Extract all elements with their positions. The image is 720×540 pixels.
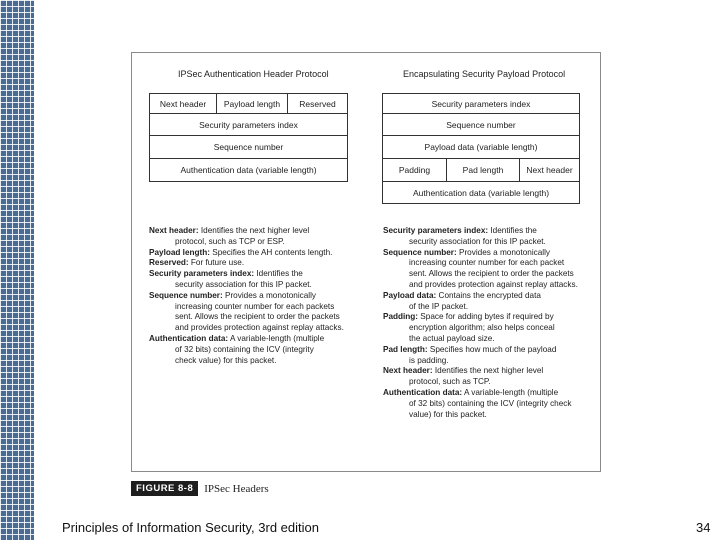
footer-source: Principles of Information Security, 3rd edition bbox=[62, 520, 319, 535]
field-description-continuation: is padding. bbox=[409, 355, 449, 365]
esp-payload-data-cell: Payload data (variable length) bbox=[382, 135, 580, 159]
esp-pad-length-cell: Pad length bbox=[446, 158, 520, 182]
field-description bbox=[149, 269, 374, 280]
field-description-continuation: and provides protection against replay attacks. bbox=[409, 279, 578, 289]
decorative-grid-strip bbox=[0, 0, 34, 540]
field-description bbox=[383, 388, 593, 399]
field-term: Padding: bbox=[383, 312, 419, 322]
esp-title: Encapsulating Security Payload Protocol bbox=[403, 69, 566, 79]
ah-sequence-cell: Sequence number bbox=[149, 135, 348, 159]
field-description-continuation: security association for this IP packet. bbox=[175, 279, 312, 289]
field-description bbox=[383, 366, 593, 377]
field-text: Provides a monotonically bbox=[222, 290, 317, 300]
field-description-continuation: of 32 bits) containing the ICV (integrity check bbox=[409, 398, 572, 408]
esp-sequence-cell: Sequence number bbox=[382, 113, 580, 136]
field-text: Identifies the next higher level bbox=[432, 366, 544, 376]
field-description bbox=[149, 248, 374, 259]
field-text: Specifies how much of the payload bbox=[427, 344, 557, 354]
field-term: Next header: bbox=[149, 226, 199, 235]
field-term: Reserved: bbox=[149, 258, 189, 268]
field-description-continuation: encryption algorithm; also helps conceal bbox=[409, 323, 555, 333]
field-term: Pad length: bbox=[383, 344, 428, 354]
field-description-continuation: increasing counter number for each packets bbox=[175, 301, 335, 311]
esp-auth-data-cell: Authentication data (variable length) bbox=[382, 181, 580, 204]
field-text: Identifies the next higher level bbox=[198, 226, 310, 235]
ah-reserved-cell: Reserved bbox=[287, 93, 348, 114]
field-description-continuation: of the IP packet. bbox=[409, 301, 469, 311]
field-description bbox=[149, 258, 374, 269]
figure-title: IPSec Headers bbox=[204, 482, 269, 495]
field-description bbox=[383, 312, 593, 323]
field-description bbox=[383, 226, 593, 237]
field-term: Security parameters index: bbox=[383, 226, 489, 235]
figure-label: FIGURE 8-8 bbox=[131, 481, 198, 496]
field-description-continuation: sent. Allows the recipient to order the packets bbox=[175, 312, 340, 322]
field-description bbox=[383, 291, 593, 302]
ah-field-descriptions bbox=[149, 226, 374, 366]
field-description-continuation: and provides protection against replay attacks. bbox=[175, 323, 344, 333]
ah-auth-data-cell: Authentication data (variable length) bbox=[149, 158, 348, 182]
field-term: Authentication data: bbox=[149, 333, 229, 343]
field-text: Specifies the AH contents length. bbox=[209, 247, 333, 257]
field-description-continuation: sent. Allows the recipient to order the packets bbox=[409, 269, 574, 279]
field-description-continuation: value) for this packet. bbox=[409, 409, 487, 419]
field-term: Sequence number: bbox=[149, 290, 223, 300]
esp-padding-cell: Padding bbox=[382, 158, 447, 182]
field-text: For future use. bbox=[188, 258, 245, 268]
field-description-continuation: check value) for this packet. bbox=[175, 355, 277, 365]
esp-spi-cell: Security parameters index bbox=[382, 93, 580, 114]
field-text: A variable-length (multiple bbox=[228, 333, 325, 343]
field-text: Identifies the bbox=[488, 226, 537, 235]
field-description-continuation: increasing counter number for each packet bbox=[409, 258, 565, 268]
field-term: Sequence number: bbox=[383, 247, 457, 257]
field-text: Provides a monotonically bbox=[456, 247, 551, 257]
field-description bbox=[383, 345, 593, 356]
page-number: 34 bbox=[696, 520, 711, 535]
field-text: Identifies the bbox=[254, 269, 303, 279]
ah-title: IPSec Authentication Header Protocol bbox=[178, 69, 329, 79]
ah-next-header-cell: Next header bbox=[149, 93, 217, 114]
field-description bbox=[383, 248, 593, 259]
esp-next-header-cell: Next header bbox=[519, 158, 580, 182]
field-description-continuation: of 32 bits) containing the ICV (integrity bbox=[175, 344, 314, 354]
field-term: Payload length: bbox=[149, 247, 210, 257]
field-text: A variable-length (multiple bbox=[462, 387, 559, 397]
field-description-continuation: protocol, such as TCP or ESP. bbox=[175, 236, 285, 246]
field-description-continuation: protocol, such as TCP. bbox=[409, 377, 491, 387]
field-text: Space for adding bytes if required by bbox=[418, 312, 554, 322]
field-description bbox=[149, 334, 374, 345]
esp-field-descriptions bbox=[383, 226, 593, 420]
ah-spi-cell: Security parameters index bbox=[149, 113, 348, 136]
field-text: Contains the encrypted data bbox=[436, 290, 541, 300]
figure-caption bbox=[131, 481, 269, 496]
field-description-continuation: the actual payload size. bbox=[409, 333, 495, 343]
field-term: Next header: bbox=[383, 366, 433, 376]
field-description-continuation: security association for this IP packet. bbox=[409, 236, 546, 246]
field-description bbox=[149, 291, 374, 302]
field-term: Security parameters index: bbox=[149, 269, 255, 279]
field-term: Authentication data: bbox=[383, 387, 463, 397]
ah-payload-length-cell: Payload length bbox=[216, 93, 288, 114]
field-term: Payload data: bbox=[383, 290, 437, 300]
field-description bbox=[149, 226, 374, 237]
